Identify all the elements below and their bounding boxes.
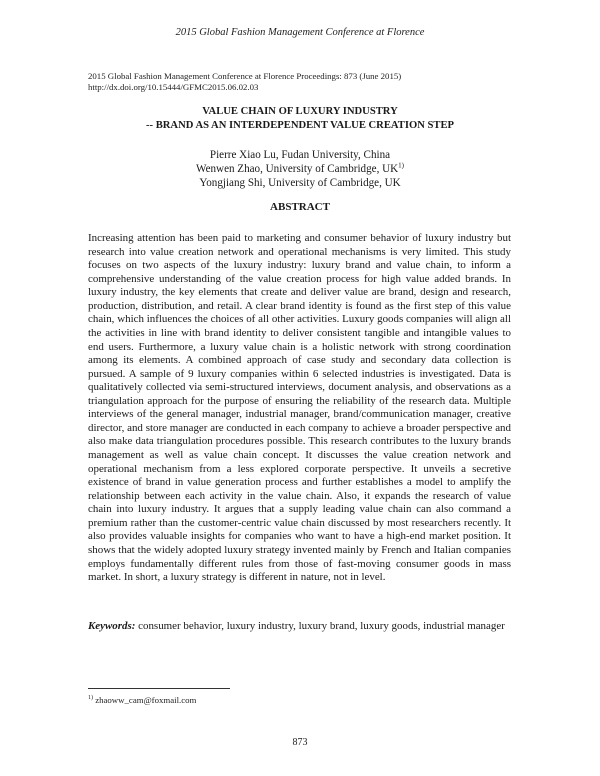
author-line	[0, 162, 600, 176]
footnote-mark: 1)	[88, 695, 93, 702]
footnote-divider	[88, 688, 230, 689]
title-line-2: -- BRAND AS AN INTERDEPENDENT VALUE CREATION STEP	[146, 120, 454, 131]
author-line	[0, 148, 600, 162]
footnote-email[interactable]: zhaoww_cam@foxmail.com	[95, 695, 197, 705]
footnote-mark: 1)	[398, 161, 404, 170]
keywords-text: consumer behavior, luxury industry, luxury brand, luxury goods, industrial manager	[138, 620, 505, 632]
doi-link[interactable]: http://dx.doi.org/10.15444/GFMC2015.06.02.03	[88, 82, 259, 92]
keywords-label: Keywords:	[88, 620, 136, 632]
abstract-heading: ABSTRACT	[270, 201, 330, 213]
title-line-1: VALUE CHAIN OF LUXURY INDUSTRY	[202, 106, 398, 117]
author-text: Pierre Xiao Lu, Fudan University, China	[209, 149, 391, 161]
keywords	[88, 620, 511, 634]
proceedings-line: 2015 Global Fashion Management Conference at Florence Proceedings: 873 (June 2015)	[88, 71, 402, 81]
author-text: Wenwen Zhao, University of Cambridge, UK	[196, 163, 399, 175]
page-number: 873	[292, 737, 308, 748]
author-line	[0, 176, 600, 190]
footnote	[88, 695, 196, 705]
citation-block	[88, 71, 401, 93]
paper-title	[0, 105, 600, 133]
running-header: 2015 Global Fashion Management Conference at Florence	[175, 27, 425, 38]
author-text: Yongjiang Shi, University of Cambridge, UK	[199, 177, 401, 189]
author-list	[0, 148, 600, 190]
abstract-body: Increasing attention has been paid to marketing and consumer behavior of luxury industry but research into value creation network and operational mechanisms is very limited. This study focuses on two aspects of the luxury industry: luxury brand and value chain, to inform a comprehensive understanding of the value creation process for high value added brands. In luxury industry, the key elements that create and deliver value are brand, design and research, production, distribution, and retail. A clear brand identity is found as the first step of this value chain, which influences the choices of all other activities. Luxury goods companies will align all the activities in line with brand identity to deliver consistent tangible and intangible values to end users. Furthermore, a luxury value chain is a holistic network with strong coordination among its elements. A combined approach of case study and secondary data collection is pursued. A sample of 9 luxury companies within 6 selected industries is investigated. Data is qualitatively collected via semi-structured interviews, document analysis, and observations as a triangulation approach for the purpose of ensuring the reliability of the research data. Multiple interviews of the general manager, industrial manager, brand/communication manager, creative director, and store manager are conducted in each company to achieve a broader perspective and also make data triangulation procedures possible. This research contributes to the luxury brands management as well as value chain concept. It discusses the value creation network and operational mechanism from a less explored corporate perspective. It unveils a secretive existence of brand in value generation process and further establishes a model to amplify the relationship between each activity in the value chain. Also, it expands the research of value chain into luxury industry. It argues that a supply leading value chain can also command a premium rather than the customer-centric value chain discussed by most researchers recently. It also provides valuable insights for companies who want to have a high-end market position. It shows that the widely adopted luxury strategy invented mainly by French and Italian companies employs fundamentally different rules from those of fast-moving consumer goods in mass market. In short, a luxury strategy is different in nature, not in level.	[88, 232, 511, 584]
